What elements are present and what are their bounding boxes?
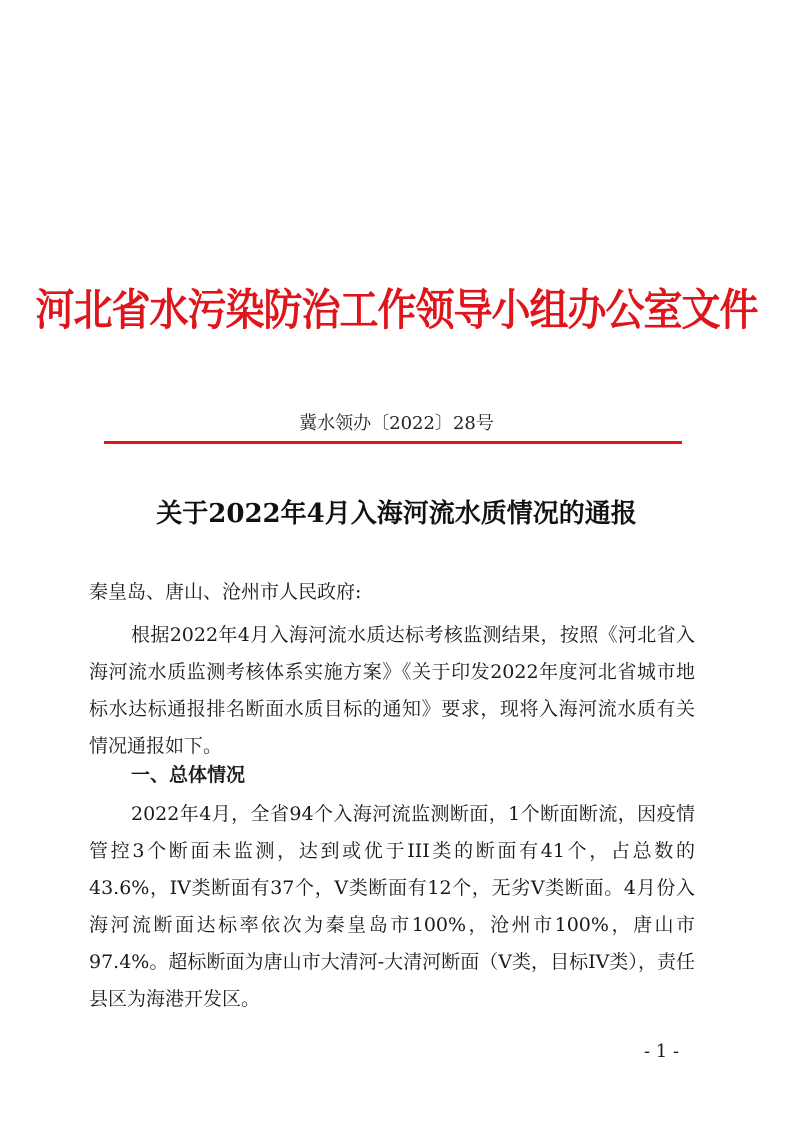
body-paragraph-1: 根据2022年4月入海河流水质达标考核监测结果，按照《河北省入海河流水质监测考核体系实施方案》《关于印发2022年度河北省城市地标水达标通报排名断面水质目标的通知》要求，现将入海河流水质有关情况通报如下。 [89,624,695,757]
salutation: 秦皇岛、唐山、沧州市人民政府: [89,581,362,603]
section-heading-overview: 一、总体情况 [131,764,246,786]
page-number: - 1 - [644,1041,680,1062]
document-title: 关于2022年4月入海河流水质情况的通报 [156,499,637,529]
document-number: 冀水领办〔2022〕28号 [299,413,494,434]
issuing-authority-title: 河北省水污染防治工作领导小组办公室文件 [35,285,758,337]
red-divider-line [104,441,682,444]
body-paragraph-2: 2022年4月，全省94个入海河流监测断面，1个断面断流，因疫情管控3个断面未监测，达到或优于III类的断面有41个，占总数的43.6%，IV类断面有37个，V类断面有12个，无劣V类断面。4月份入海河流断面达标率依次为秦皇岛市100%，沧州市100%，唐山市97.4%。超标断面为唐山市大清河-大清河断面（V类，目标IV类），责任县区为海港开发区。 [89,803,695,1010]
